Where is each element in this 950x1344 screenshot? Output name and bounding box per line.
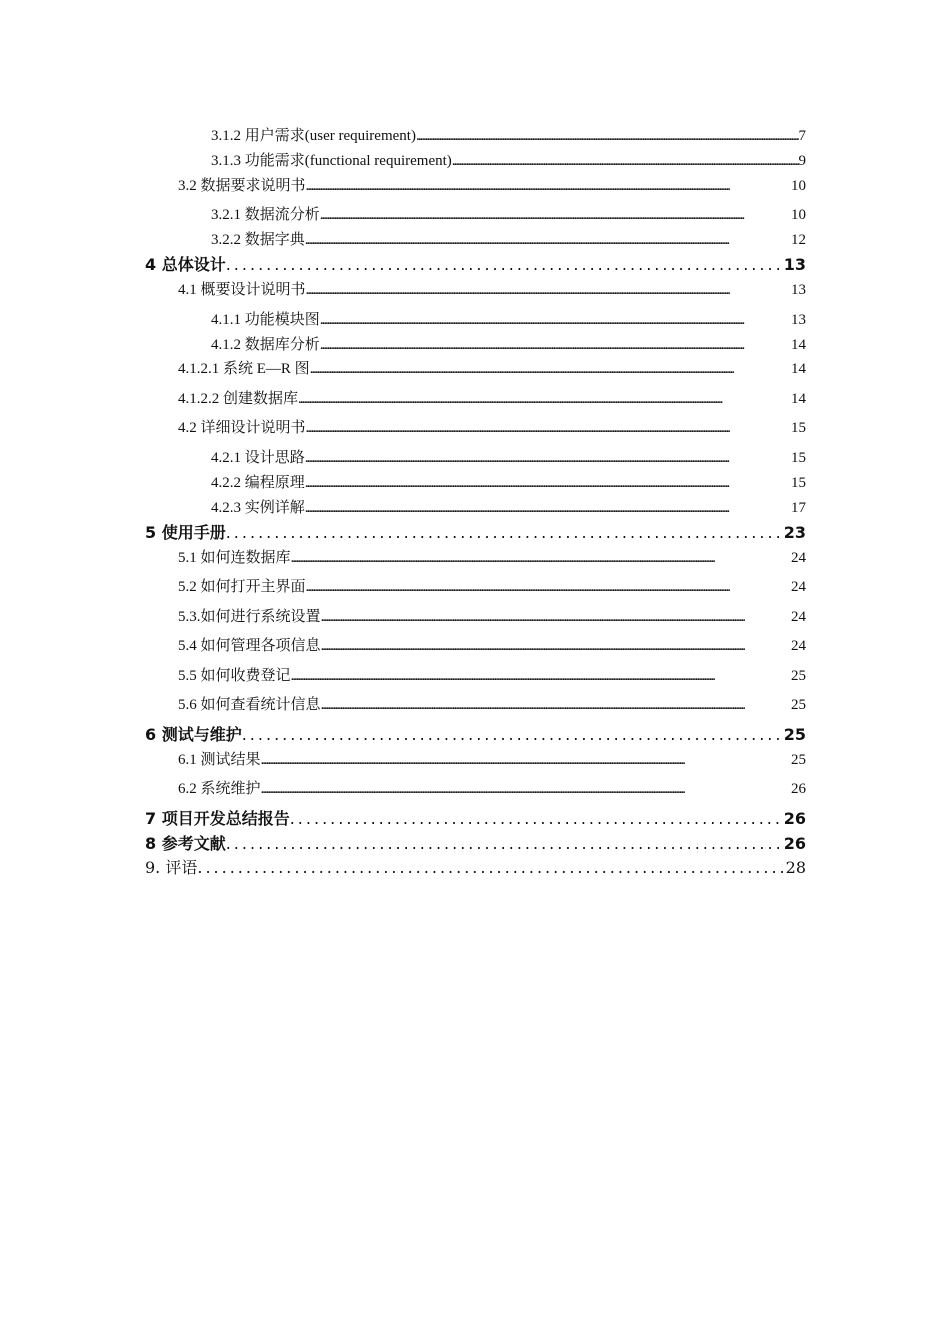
toc-entry[interactable] <box>211 205 806 225</box>
toc-leader-dots <box>320 205 791 225</box>
toc-leader-dots <box>306 577 791 597</box>
toc-entry[interactable] <box>211 126 806 146</box>
toc-leader-dots <box>321 636 791 656</box>
toc-entry-title: 3.2.2 数据字典 <box>211 232 305 248</box>
toc-entry[interactable] <box>178 548 806 568</box>
toc-entry-page: 23 <box>783 523 806 542</box>
toc-chapter-entry[interactable] <box>145 724 806 746</box>
toc-entry[interactable] <box>178 359 806 379</box>
toc-entry-title: 4.2 详细设计说明书 <box>178 420 306 436</box>
toc-entry[interactable] <box>211 473 806 493</box>
toc-entry[interactable] <box>178 695 806 715</box>
toc-entry-title: 4.1.2 数据库分析 <box>211 337 320 353</box>
toc-leader-dots <box>305 230 791 250</box>
toc-entry-page: 17 <box>791 500 806 516</box>
toc-leader-dots <box>261 750 791 770</box>
toc-leader-dots <box>305 498 791 518</box>
toc-entry[interactable] <box>211 151 806 171</box>
toc-leader-dots <box>320 310 791 330</box>
toc-entry-page: 15 <box>791 450 806 466</box>
toc-entry-page: 14 <box>791 361 806 377</box>
toc-entry-title: 3.1.3 功能需求(functional requirement) <box>211 153 452 169</box>
toc-entry[interactable] <box>211 498 806 518</box>
toc-entry-page: 26 <box>791 781 806 797</box>
toc-leader-dots <box>226 254 784 276</box>
toc-entry-title: 4.2.2 编程原理 <box>211 475 305 491</box>
toc-entry-page: 24 <box>791 579 806 595</box>
toc-leader-dots <box>290 808 784 830</box>
toc-entry-page: 10 <box>791 178 806 194</box>
toc-entry-page: 10 <box>791 207 806 223</box>
toc-leader-dots <box>291 666 791 686</box>
toc-entry-title: 4 总体设计 <box>145 255 226 274</box>
toc-entry-page: 25 <box>791 752 806 768</box>
toc-entry-page: 15 <box>791 420 806 436</box>
toc-leader-dots <box>226 833 784 855</box>
toc-entry[interactable] <box>178 418 806 438</box>
toc-chapter-entry[interactable] <box>145 522 806 544</box>
toc-entry-title: 5.5 如何收费登记 <box>178 668 291 684</box>
toc-entry-title: 7 项目开发总结报告 <box>145 809 290 828</box>
toc-entry-page: 13 <box>791 312 806 328</box>
toc-leader-dots <box>226 522 784 544</box>
toc-entry-page: 25 <box>783 725 806 744</box>
toc-entry-title: 9. 评语 <box>145 858 198 877</box>
toc-chapter-entry[interactable] <box>145 857 806 879</box>
toc-entry-page: 25 <box>791 697 806 713</box>
toc-leader-dots <box>310 359 791 379</box>
toc-entry[interactable] <box>178 666 806 686</box>
toc-entry[interactable] <box>211 448 806 468</box>
toc-entry-title: 3.1.2 用户需求(user requirement) <box>211 128 416 144</box>
toc-entry-title: 4.1.2.2 创建数据库 <box>178 391 299 407</box>
toc-leader-dots <box>305 473 791 493</box>
toc-leader-dots <box>305 448 791 468</box>
toc-entry-page: 13 <box>791 282 806 298</box>
toc-leader-dots <box>321 607 791 627</box>
toc-entry-page: 7 <box>798 128 806 144</box>
toc-entry[interactable] <box>211 230 806 250</box>
toc-entry-title: 3.2 数据要求说明书 <box>178 178 306 194</box>
toc-leader-dots <box>197 857 785 879</box>
toc-entry[interactable] <box>178 389 806 409</box>
toc-entry-page: 9 <box>798 153 806 169</box>
toc-leader-dots <box>242 724 784 746</box>
toc-entry-page: 26 <box>783 809 806 828</box>
toc-entry-title: 4.1 概要设计说明书 <box>178 282 306 298</box>
toc-entry[interactable] <box>178 636 806 656</box>
toc-entry[interactable] <box>178 280 806 300</box>
toc-entry-page: 14 <box>791 337 806 353</box>
toc-entry-page: 26 <box>783 834 806 853</box>
toc-entry-title: 6 测试与维护 <box>145 725 242 744</box>
toc-entry[interactable] <box>178 176 806 196</box>
toc-leader-dots <box>306 418 791 438</box>
toc-entry-page: 12 <box>791 232 806 248</box>
toc-entry[interactable] <box>211 335 806 355</box>
toc-entry-title: 6.1 测试结果 <box>178 752 261 768</box>
toc-entry-page: 24 <box>791 638 806 654</box>
toc-leader-dots <box>291 548 791 568</box>
toc-entry-title: 3.2.1 数据流分析 <box>211 207 320 223</box>
toc-leader-dots <box>321 695 791 715</box>
toc-entry-title: 4.1.2.1 系统 E—R 图 <box>178 361 310 377</box>
toc-leader-dots <box>452 151 799 171</box>
toc-entry-title: 5.4 如何管理各项信息 <box>178 638 321 654</box>
toc-leader-dots <box>306 176 791 196</box>
toc-entry-title: 5.6 如何查看统计信息 <box>178 697 321 713</box>
toc-leader-dots <box>320 335 791 355</box>
toc-entry-title: 5.2 如何打开主界面 <box>178 579 306 595</box>
toc-leader-dots <box>298 389 791 409</box>
toc-entry[interactable] <box>178 779 806 799</box>
toc-leader-dots <box>261 779 791 799</box>
toc-entry-page: 14 <box>791 391 806 407</box>
toc-entry-page: 13 <box>783 255 806 274</box>
toc-entry-title: 5.3.如何进行系统设置 <box>178 609 321 625</box>
toc-chapter-entry[interactable] <box>145 808 806 830</box>
toc-entry-page: 24 <box>791 609 806 625</box>
toc-entry[interactable] <box>178 750 806 770</box>
toc-entry-title: 5 使用手册 <box>145 523 226 542</box>
toc-leader-dots <box>306 280 791 300</box>
toc-entry-page: 15 <box>791 475 806 491</box>
toc-entry-title: 4.2.3 实例详解 <box>211 500 305 516</box>
toc-leader-dots <box>416 126 799 146</box>
toc-entry-title: 6.2 系统维护 <box>178 781 261 797</box>
toc-entry-title: 4.2.1 设计思路 <box>211 450 305 466</box>
toc-entry[interactable] <box>178 577 806 597</box>
toc-entry-page: 24 <box>791 550 806 566</box>
toc-entry-page: 25 <box>791 668 806 684</box>
toc-entry-title: 5.1 如何连数据库 <box>178 550 291 566</box>
toc-entry-page: 28 <box>785 858 806 877</box>
toc-entry-title: 4.1.1 功能模块图 <box>211 312 320 328</box>
toc-entry[interactable] <box>178 607 806 627</box>
toc-chapter-entry[interactable] <box>145 833 806 855</box>
toc-entry-title: 8 参考文献 <box>145 834 226 853</box>
toc-entry[interactable] <box>211 310 806 330</box>
toc-chapter-entry[interactable] <box>145 254 806 276</box>
